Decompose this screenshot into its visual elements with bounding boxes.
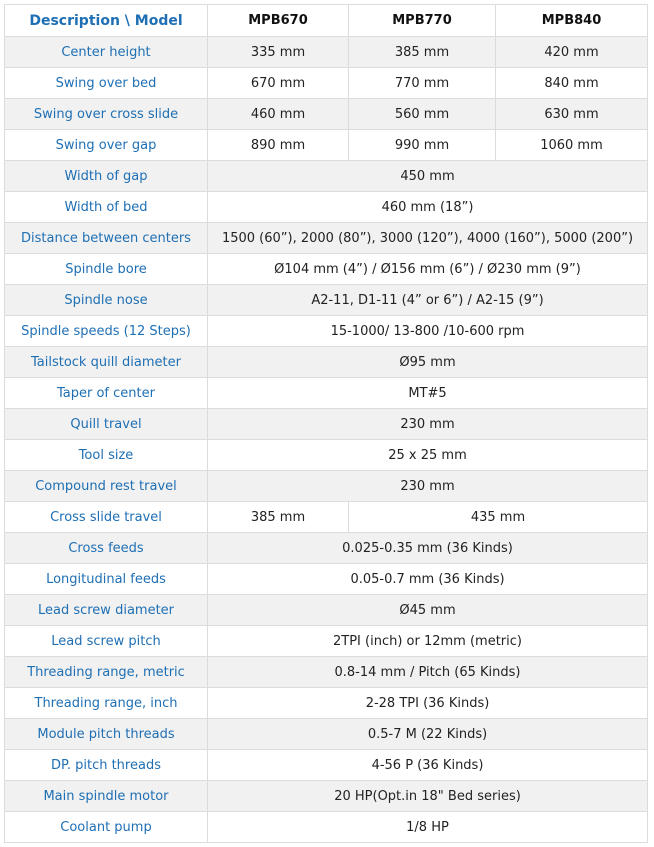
table-row xyxy=(5,192,648,223)
table-row xyxy=(5,781,648,812)
row-label: Spindle bore xyxy=(5,254,208,285)
row-label: Tailstock quill diameter xyxy=(5,347,208,378)
row-label: Lead screw diameter xyxy=(5,595,208,626)
row-label: Spindle nose xyxy=(5,285,208,316)
row-value: 15-1000/ 13-800 /10-600 rpm xyxy=(208,316,648,347)
table-row xyxy=(5,626,648,657)
table-body xyxy=(5,37,648,843)
row-label: Swing over gap xyxy=(5,130,208,161)
table-row xyxy=(5,285,648,316)
row-label: Swing over cross slide xyxy=(5,99,208,130)
row-value: 1500 (60”), 2000 (80”), 3000 (120”), 4000 (160”), 5000 (200”) xyxy=(208,223,648,254)
row-value: 20 HP(Opt.in 18" Bed series) xyxy=(208,781,648,812)
table-row xyxy=(5,564,648,595)
row-value: 435 mm xyxy=(349,502,648,533)
row-value: 2-28 TPI (36 Kinds) xyxy=(208,688,648,719)
table-row xyxy=(5,161,648,192)
row-value: 4-56 P (36 Kinds) xyxy=(208,750,648,781)
table-row xyxy=(5,99,648,130)
table-row xyxy=(5,471,648,502)
header-description: Description \ Model xyxy=(5,5,208,37)
row-value: A2-11, D1-11 (4” or 6”) / A2-15 (9”) xyxy=(208,285,648,316)
table-row xyxy=(5,750,648,781)
table-row xyxy=(5,37,648,68)
row-value: 840 mm xyxy=(496,68,648,99)
row-label: Width of gap xyxy=(5,161,208,192)
row-value: 630 mm xyxy=(496,99,648,130)
row-value: 385 mm xyxy=(208,502,349,533)
table-row xyxy=(5,68,648,99)
row-value: 560 mm xyxy=(349,99,496,130)
row-label: Threading range, inch xyxy=(5,688,208,719)
row-label: Longitudinal feeds xyxy=(5,564,208,595)
row-value: Ø95 mm xyxy=(208,347,648,378)
row-label: Tool size xyxy=(5,440,208,471)
table-row xyxy=(5,688,648,719)
row-label: Center height xyxy=(5,37,208,68)
row-value: 770 mm xyxy=(349,68,496,99)
header-model-mpb670: MPB670 xyxy=(208,5,349,37)
row-value: MT#5 xyxy=(208,378,648,409)
table-row xyxy=(5,440,648,471)
row-value: 420 mm xyxy=(496,37,648,68)
table-row xyxy=(5,378,648,409)
row-value: 990 mm xyxy=(349,130,496,161)
row-value: Ø104 mm (4”) / Ø156 mm (6”) / Ø230 mm (9”) xyxy=(208,254,648,285)
row-value: 460 mm xyxy=(208,99,349,130)
row-value: Ø45 mm xyxy=(208,595,648,626)
row-label: Main spindle motor xyxy=(5,781,208,812)
row-value: 1060 mm xyxy=(496,130,648,161)
row-label: Lead screw pitch xyxy=(5,626,208,657)
row-value: 2TPI (inch) or 12mm (metric) xyxy=(208,626,648,657)
row-value: 0.025-0.35 mm (36 Kinds) xyxy=(208,533,648,564)
row-value: 450 mm xyxy=(208,161,648,192)
row-label: Threading range, metric xyxy=(5,657,208,688)
row-value: 335 mm xyxy=(208,37,349,68)
row-value: 460 mm (18”) xyxy=(208,192,648,223)
row-label: Distance between centers xyxy=(5,223,208,254)
row-label: Module pitch threads xyxy=(5,719,208,750)
table-header-row xyxy=(5,5,648,37)
row-value: 890 mm xyxy=(208,130,349,161)
header-model-mpb840: MPB840 xyxy=(496,5,648,37)
table-row xyxy=(5,502,648,533)
table-row xyxy=(5,533,648,564)
row-label: Taper of center xyxy=(5,378,208,409)
table-row xyxy=(5,347,648,378)
row-value: 0.8-14 mm / Pitch (65 Kinds) xyxy=(208,657,648,688)
table-row xyxy=(5,316,648,347)
row-value: 1/8 HP xyxy=(208,812,648,843)
spec-table-container xyxy=(4,4,647,843)
row-label: Cross slide travel xyxy=(5,502,208,533)
row-value: 0.5-7 M (22 Kinds) xyxy=(208,719,648,750)
row-label: Spindle speeds (12 Steps) xyxy=(5,316,208,347)
spec-table xyxy=(4,4,648,843)
row-value: 385 mm xyxy=(349,37,496,68)
row-label: Quill travel xyxy=(5,409,208,440)
header-model-mpb770: MPB770 xyxy=(349,5,496,37)
row-label: DP. pitch threads xyxy=(5,750,208,781)
table-row xyxy=(5,812,648,843)
row-value: 0.05-0.7 mm (36 Kinds) xyxy=(208,564,648,595)
row-label: Width of bed xyxy=(5,192,208,223)
row-value: 230 mm xyxy=(208,409,648,440)
table-row xyxy=(5,595,648,626)
table-row xyxy=(5,223,648,254)
table-row xyxy=(5,130,648,161)
row-value: 230 mm xyxy=(208,471,648,502)
table-row xyxy=(5,719,648,750)
table-row xyxy=(5,657,648,688)
row-value: 670 mm xyxy=(208,68,349,99)
row-value: 25 x 25 mm xyxy=(208,440,648,471)
table-row xyxy=(5,254,648,285)
row-label: Coolant pump xyxy=(5,812,208,843)
row-label: Cross feeds xyxy=(5,533,208,564)
row-label: Swing over bed xyxy=(5,68,208,99)
row-label: Compound rest travel xyxy=(5,471,208,502)
table-row xyxy=(5,409,648,440)
